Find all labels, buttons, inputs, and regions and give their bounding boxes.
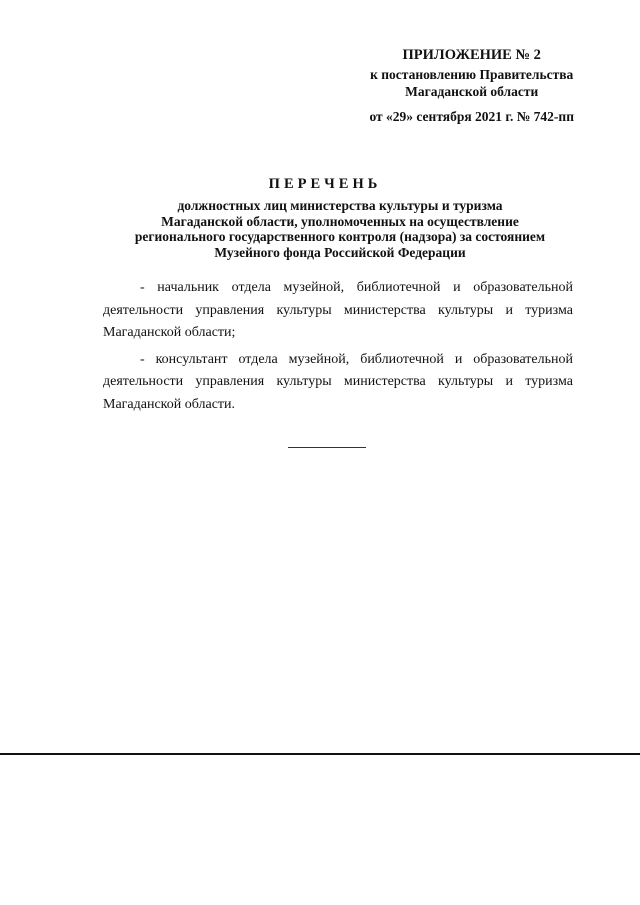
official-positions-list [103, 277, 573, 420]
list-item: - консультант отдела музейной, библиотечной и образовательной деятельности управления культуры министерства культуры и туризма Магаданской области. [103, 351, 573, 412]
appendix-reference-line-2: Магаданской области [405, 84, 539, 99]
appendix-reference-line-1: к постановлению Правительства [370, 67, 574, 82]
document-subtitle [90, 198, 590, 260]
subtitle-line-4: Музейного фонда Российской Федерации [214, 244, 466, 260]
end-separator-line [288, 447, 366, 448]
appendix-date-line: от «29» сентября 2021 г. № 742-пп [369, 109, 574, 124]
appendix-title: ПРИЛОЖЕНИЕ № 2 [402, 47, 541, 63]
subtitle-line-1: должностных лиц министерства культуры и туризма [177, 198, 503, 213]
subtitle-line-3: регионального государственного контроля (надзора) за состоянием [134, 229, 546, 244]
page-bottom-rule [0, 753, 640, 755]
subtitle-line-2: Магаданской области, уполномоченных на осуществление [161, 213, 519, 229]
list-item: - начальник отдела музейной, библиотечной и образовательной деятельности управления культуры министерства культуры и туризма Магаданской области; [103, 280, 573, 340]
document-title: ПЕРЕЧЕНЬ [268, 176, 382, 192]
appendix-header [369, 47, 574, 125]
